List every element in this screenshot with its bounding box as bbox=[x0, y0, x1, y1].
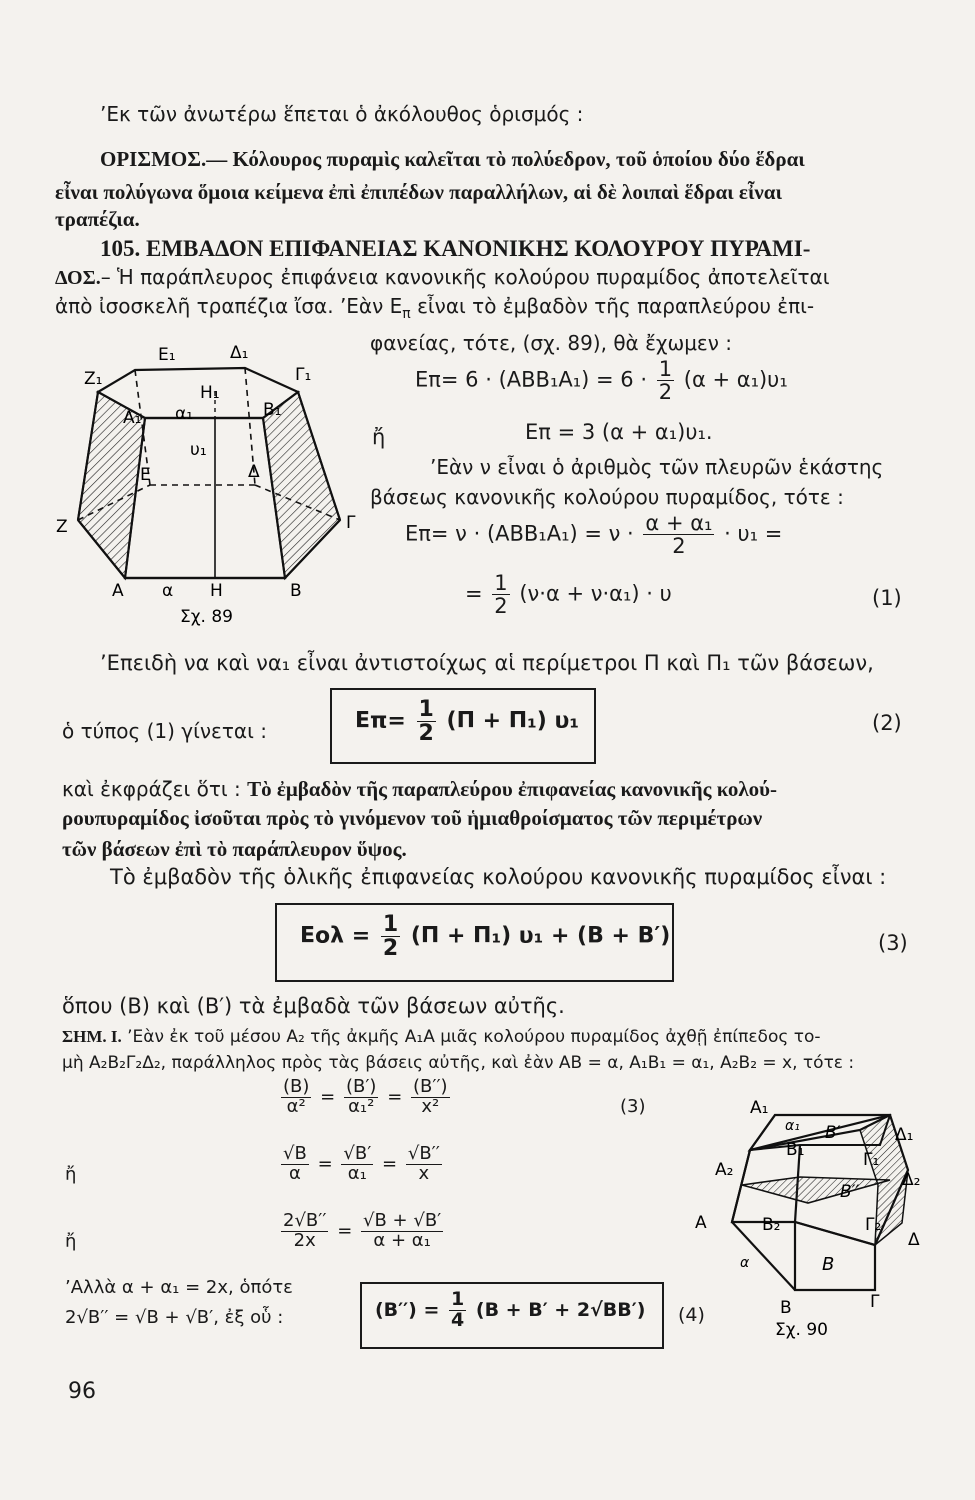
sqrt-eq-1: = bbox=[317, 1153, 333, 1175]
formula-2 bbox=[355, 698, 579, 745]
sqrt-ratio-2 bbox=[341, 1145, 373, 1184]
formula-4-den: 4 bbox=[451, 1308, 465, 1331]
equation-3-right: · υ₁ = bbox=[724, 521, 783, 546]
label-upsilon1: υ₁ bbox=[190, 440, 207, 460]
n-text-1: ’Εὰν ν εἶναι ὁ ἀριθμὸς τῶν πλευρῶν ἑκάστης bbox=[430, 455, 884, 479]
formula-2-lead: ὁ τύπος (1) γίνεται : bbox=[62, 719, 267, 743]
formula-4-right: (Β + Β′ + 2√ΒΒ′) bbox=[475, 1298, 646, 1321]
note-text-1: ’Εὰν ἐκ τοῦ μέσου Α₂ τῆς ἀκμῆς Α₁Α μιᾶς κολούρου πυραμίδος ἀχθῇ ἐπίπεδος το- bbox=[121, 1027, 821, 1047]
formula-3-den: 2 bbox=[382, 936, 399, 962]
section-line-3-text: ἀπὸ ἰσοσκελῆ τραπέζια ἴσα. ’Εὰν Ε bbox=[55, 294, 403, 318]
mid-ratio-1-num: 2√Β′′ bbox=[283, 1210, 327, 1231]
page-number: 96 bbox=[68, 1379, 96, 1404]
sqrt-ratio-1-den: α bbox=[288, 1162, 301, 1184]
formula-4-fraction bbox=[449, 1290, 466, 1331]
label-e1: Ε₁ bbox=[158, 345, 176, 365]
equation-3-num: α + α₁ bbox=[645, 511, 713, 535]
label-d: Δ bbox=[248, 462, 260, 482]
label-b-face: Β bbox=[822, 1254, 835, 1275]
label-alpha1: α₁ bbox=[785, 1118, 800, 1134]
mid-ratio-1 bbox=[281, 1212, 328, 1251]
figure-90-caption: Σχ. 90 bbox=[775, 1320, 829, 1340]
note-line-1 bbox=[62, 1026, 821, 1048]
sqrt-ratio-3-den: x bbox=[418, 1162, 430, 1184]
label-g1: Γ₁ bbox=[295, 365, 312, 385]
equation-1-num: 1 bbox=[658, 357, 673, 381]
mid-eq: = bbox=[337, 1220, 353, 1242]
perimeters-line: ’Επειδὴ να καὶ να₁ εἶναι ἀντιστοίχως αἱ περίμετροι Π καὶ Π₁ τῶν βάσεων, bbox=[100, 651, 874, 675]
ratio-line-1 bbox=[278, 1078, 453, 1117]
label-h: Η bbox=[210, 581, 223, 601]
equation-4-fraction bbox=[492, 572, 509, 617]
ratio-2-num: (Β′) bbox=[345, 1076, 377, 1097]
equation-4-left: = bbox=[465, 581, 483, 606]
formula-2-tag: (2) bbox=[872, 711, 902, 735]
formula-3-left: Εολ = bbox=[300, 923, 371, 949]
formula-2-left: Επ= bbox=[355, 708, 406, 734]
label-g2: Γ₂ bbox=[865, 1215, 882, 1235]
equation-1-den: 2 bbox=[658, 380, 673, 405]
or-3: ἤ bbox=[65, 1231, 77, 1252]
figure-89-caption: Σχ. 89 bbox=[180, 607, 234, 627]
formula-4-num: 1 bbox=[451, 1288, 465, 1310]
ratio-3 bbox=[411, 1078, 450, 1117]
label-z1: Ζ₁ bbox=[84, 369, 103, 389]
ratio-eq-2: = bbox=[387, 1086, 403, 1108]
label-d2: Δ₂ bbox=[902, 1170, 921, 1190]
formula-3 bbox=[300, 913, 670, 960]
equation-3 bbox=[405, 512, 782, 557]
statement-line-3: τῶν βάσεων ἐπὶ τὸ παράπλευρον ὕψος. bbox=[62, 837, 407, 861]
ratio-2 bbox=[344, 1078, 378, 1117]
conclusion-line-2: 2√Β′′ = √Β + √Β′, ἐξ οὗ : bbox=[65, 1307, 284, 1328]
label-bp: Β′ bbox=[825, 1123, 841, 1143]
section-line-3-rest: εἶναι τὸ ἐμβαδὸν τῆς παραπλεύρου ἐπι- bbox=[410, 294, 815, 318]
sqrt-ratio-1 bbox=[281, 1145, 309, 1184]
section-line-2-text: – Ἡ παράπλευρος ἐπιφάνεια κανονικῆς κολούρου πυραμίδος ἀποτελεῖται bbox=[100, 265, 830, 289]
bottom-face bbox=[795, 1222, 875, 1290]
equation-3-fraction bbox=[643, 512, 714, 557]
total-line: Τὸ ἐμβαδὸν τῆς ὁλικῆς ἐπιφανείας κολούρου κανονικῆς πυραμίδος εἶναι : bbox=[110, 865, 887, 889]
label-d: Δ bbox=[908, 1230, 920, 1250]
equation-4-right: (ν·α + ν·α₁) · υ bbox=[519, 581, 672, 606]
definition-line-1: ΟΡΙΣΜΟΣ.— Κόλουρος πυραμὶς καλεῖται τὸ πολύεδρον, τοῦ ὁποίου δύο ἕδραι bbox=[100, 147, 805, 171]
mid-ratio-2-den: α + α₁ bbox=[373, 1229, 431, 1251]
section-heading-end: ΔΟΣ. bbox=[55, 267, 101, 289]
statement-bold-1: Τὸ ἐμβαδὸν τῆς παραπλεύρου ἐπιφανείας κανονικῆς κολού- bbox=[247, 777, 778, 801]
formula-4-tag: (4) bbox=[678, 1304, 705, 1326]
ratio-1 bbox=[281, 1078, 311, 1117]
label-g: Γ bbox=[870, 1292, 880, 1312]
sqrt-ratio-2-num: √Β′ bbox=[343, 1143, 372, 1164]
label-a: Α bbox=[695, 1213, 707, 1233]
formula-3-right: (Π + Π₁) υ₁ + (Β + Β′) bbox=[410, 923, 671, 949]
ratio-1-num: (Β) bbox=[283, 1076, 310, 1097]
ratio-3-den: x² bbox=[421, 1095, 440, 1117]
section-line-2 bbox=[55, 264, 829, 291]
definition-line-2: εἶναι πολύγωνα ὅμοια κείμενα ἐπὶ ἐπιπέδων παραλλήλων, αἱ δὲ λοιπαὶ ἕδραι εἶναι bbox=[55, 180, 783, 204]
or-1: ἤ bbox=[372, 425, 386, 449]
equation-1-left: Επ= 6 · (ΑΒΒ₁Α₁) = 6 · bbox=[415, 367, 647, 392]
where-line: ὅπου (Β) καὶ (Β′) τὰ ἐμβαδὰ τῶν βάσεων αὐτῆς. bbox=[62, 994, 565, 1018]
label-alpha1: α₁ bbox=[175, 404, 194, 424]
label-h1: Η₁ bbox=[200, 383, 220, 403]
section-heading: 105. ΕΜΒΑΔΟΝ ΕΠΙΦΑΝΕΙΑΣ ΚΑΝΟΝΙΚΗΣ ΚΟΛΟΥΡΟΥ ΠΥΡΑΜΙ- bbox=[100, 236, 811, 261]
mid-ratio-2 bbox=[361, 1212, 443, 1251]
label-b: Β bbox=[290, 581, 302, 601]
formula-4-left: (Β′′) = bbox=[375, 1298, 440, 1321]
equation-3-den: 2 bbox=[672, 534, 686, 559]
definition-line-3: τραπέζια. bbox=[55, 207, 140, 231]
sqrt-ratio-3-num: √Β′′ bbox=[407, 1143, 440, 1164]
label-a1: Α₁ bbox=[750, 1098, 769, 1118]
formula-4 bbox=[375, 1290, 645, 1331]
ratio-2-den: α₁² bbox=[348, 1095, 375, 1117]
formula-3-num: 1 bbox=[382, 912, 399, 937]
ratio-eq-1: = bbox=[320, 1086, 336, 1108]
section-line-3-sub: π bbox=[402, 306, 411, 322]
label-alpha: α bbox=[162, 581, 174, 601]
ratio-line-2 bbox=[278, 1145, 445, 1184]
formula-2-den: 2 bbox=[418, 721, 434, 747]
figure-89 bbox=[50, 340, 370, 640]
equation-4 bbox=[465, 572, 672, 617]
ratio-1-den: α² bbox=[286, 1095, 306, 1117]
ratio-3-num: (Β′′) bbox=[413, 1076, 448, 1097]
ratio-line-3 bbox=[278, 1212, 446, 1251]
intro-line: ’Εκ τῶν ἀνωτέρω ἕπεται ὁ ἀκόλουθος ὁρισμός : bbox=[100, 102, 584, 126]
statement-line-1 bbox=[62, 776, 777, 803]
label-z: Ζ bbox=[56, 517, 68, 537]
label-e: Ε bbox=[140, 465, 151, 485]
label-b1: Β₁ bbox=[263, 400, 282, 420]
label-alpha: α bbox=[740, 1255, 750, 1271]
label-d1: Δ₁ bbox=[895, 1125, 914, 1145]
formula-3-fraction bbox=[381, 913, 400, 960]
label-b2: Β₂ bbox=[762, 1215, 781, 1235]
equation-1-right: (α + α₁)υ₁ bbox=[683, 367, 788, 392]
label-a2: Α₂ bbox=[715, 1160, 734, 1180]
label-g1: Γ₁ bbox=[863, 1150, 880, 1170]
note-label: ΣΗΜ. Ι. bbox=[62, 1027, 122, 1046]
formula-2-right: (Π + Π₁) υ₁ bbox=[446, 708, 580, 734]
mid-ratio-1-den: 2x bbox=[293, 1229, 316, 1251]
formula-3-tag: (3) bbox=[878, 931, 908, 955]
sqrt-ratio-1-num: √Β bbox=[283, 1143, 307, 1164]
n-text-2: βάσεως κανονικῆς κολούρου πυραμίδος, τότε : bbox=[370, 485, 844, 509]
equation-3-left: Επ= ν · (ΑΒΒ₁Α₁) = ν · bbox=[405, 521, 634, 546]
statement-line-2: ρουπυραμίδος ἰσοῦται πρὸς τὸ γινόμενον τοῦ ἡμιαθροίσματος τῶν περιμέτρων bbox=[62, 806, 763, 830]
label-bpp: Β′′ bbox=[840, 1182, 860, 1202]
conclusion-line-1: ’Αλλὰ α + α₁ = 2x, ὁπότε bbox=[65, 1277, 293, 1298]
sqrt-ratio-3 bbox=[406, 1145, 442, 1184]
equation-2: Επ = 3 (α + α₁)υ₁. bbox=[525, 420, 713, 444]
figure-90 bbox=[690, 1085, 945, 1350]
ratio-tag: (3) bbox=[620, 1096, 646, 1117]
equation-4-num: 1 bbox=[494, 571, 508, 595]
label-a: Α bbox=[112, 581, 124, 601]
sqrt-eq-2: = bbox=[382, 1153, 398, 1175]
label-a1: Α₁ bbox=[123, 408, 142, 428]
label-g: Γ bbox=[346, 513, 356, 533]
equation-1-fraction bbox=[657, 358, 674, 403]
equation-4-den: 2 bbox=[494, 594, 508, 619]
label-d1: Δ₁ bbox=[230, 343, 249, 363]
section-line-4: φανείας, τότε, (σχ. 89), θὰ ἔχωμεν : bbox=[370, 331, 733, 355]
note-line-2: μὴ Α₂Β₂Γ₂Δ₂, παράλληλος πρὸς τὰς βάσεις αὐτῆς, καὶ ἐὰν ΑΒ = α, Α₁Β₁ = α₁, Α₂Β₂ = x, τότε : bbox=[62, 1053, 855, 1073]
section-plane bbox=[742, 1177, 890, 1203]
equation-4-tag: (1) bbox=[872, 586, 902, 610]
label-b: Β bbox=[780, 1298, 792, 1318]
mid-ratio-2-num: √Β + √Β′ bbox=[363, 1210, 442, 1231]
or-2: ἤ bbox=[65, 1164, 77, 1185]
sqrt-ratio-2-den: α₁ bbox=[347, 1162, 367, 1184]
statement-lead: καὶ ἐκφράζει ὅτι : bbox=[62, 777, 241, 801]
equation-1 bbox=[415, 358, 788, 403]
formula-2-num: 1 bbox=[418, 697, 434, 722]
formula-2-fraction bbox=[417, 698, 436, 745]
label-b1: Β₁ bbox=[786, 1140, 805, 1160]
section-line-3 bbox=[55, 293, 814, 323]
